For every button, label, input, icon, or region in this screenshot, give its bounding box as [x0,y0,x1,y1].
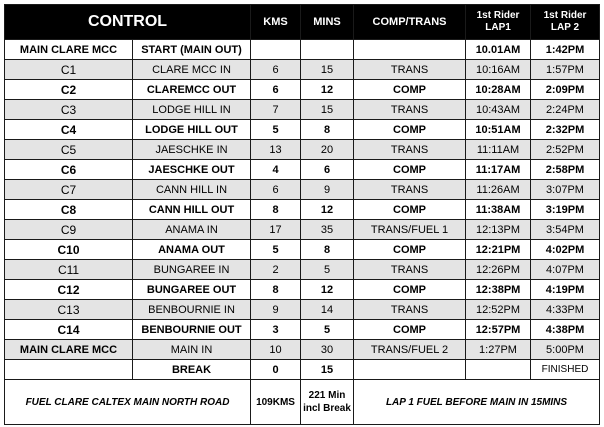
type-cell: TRANS [354,60,466,80]
kms-cell: 6 [251,60,301,80]
lap1-cell: 11:38AM [466,200,531,220]
location-cell: CANN HILL OUT [133,200,251,220]
control-cell: C5 [5,140,133,160]
location-cell: CANN HILL IN [133,180,251,200]
fuel-note: FUEL CLARE CALTEX MAIN NORTH ROAD [5,380,251,425]
mins-cell: 8 [301,240,354,260]
header-mins: MINS [301,5,354,40]
lap2-cell: 4:02PM [531,240,600,260]
type-cell: COMP [354,240,466,260]
schedule-body [5,40,600,425]
mins-cell: 12 [301,80,354,100]
location-cell: LODGE HILL IN [133,100,251,120]
kms-cell: 2 [251,260,301,280]
control-cell: C11 [5,260,133,280]
type-cell [354,360,466,380]
type-cell: COMP [354,120,466,140]
lap2-cell: 1:57PM [531,60,600,80]
header-lap1-line2: LAP1 [485,22,511,33]
mins-cell: 12 [301,280,354,300]
control-cell [5,360,133,380]
lap1-cell: 12:52PM [466,300,531,320]
type-cell: TRANS/FUEL 2 [354,340,466,360]
lap1-cell: 10:28AM [466,80,531,100]
control-cell: C2 [5,80,133,100]
lap2-cell: 4:07PM [531,260,600,280]
lap2-cell: 2:24PM [531,100,600,120]
kms-cell: 5 [251,120,301,140]
total-kms: 109KMS [251,380,301,425]
lap1-cell: 1:27PM [466,340,531,360]
lap2-cell: FINISHED [531,360,600,380]
type-cell: COMP [354,160,466,180]
kms-cell: 9 [251,300,301,320]
kms-cell: 8 [251,280,301,300]
type-cell: TRANS [354,300,466,320]
total-mins-line1: 221 Min [308,390,346,401]
location-cell: LODGE HILL OUT [133,120,251,140]
type-cell: TRANS [354,140,466,160]
header-lap2-line2: LAP 2 [550,22,580,33]
kms-cell: 7 [251,100,301,120]
location-cell: BUNGAREE IN [133,260,251,280]
header-control: CONTROL [5,5,251,40]
lap2-cell: 4:33PM [531,300,600,320]
mins-cell: 5 [301,260,354,280]
kms-cell: 4 [251,160,301,180]
lap2-cell: 4:38PM [531,320,600,340]
type-cell: TRANS/FUEL 1 [354,220,466,240]
control-cell: C12 [5,280,133,300]
location-cell: BUNGAREE OUT [133,280,251,300]
kms-cell: 3 [251,320,301,340]
control-cell: C13 [5,300,133,320]
type-cell: TRANS [354,180,466,200]
control-cell: C8 [5,200,133,220]
lap2-cell: 5:00PM [531,340,600,360]
location-cell: BENBOURNIE OUT [133,320,251,340]
header-comp-trans: COMP/TRANS [354,5,466,40]
location-cell: ANAMA IN [133,220,251,240]
kms-cell: 5 [251,240,301,260]
header-lap1-line1: 1st Rider [476,10,520,21]
lap2-cell: 2:32PM [531,120,600,140]
location-cell: CLAREMCC OUT [133,80,251,100]
header-lap2 [531,5,600,40]
lap2-cell: 2:58PM [531,160,600,180]
type-cell: TRANS [354,260,466,280]
lap1-cell [466,360,531,380]
lap2-cell: 3:19PM [531,200,600,220]
lap1-cell: 11:26AM [466,180,531,200]
type-cell: COMP [354,80,466,100]
kms-cell: 0 [251,360,301,380]
control-cell: C6 [5,160,133,180]
mins-cell: 15 [301,100,354,120]
header-kms: KMS [251,5,301,40]
mins-cell: 12 [301,200,354,220]
lap1-cell: 10:43AM [466,100,531,120]
lap1-cell: 12:13PM [466,220,531,240]
header-row [5,5,600,40]
mins-cell: 5 [301,320,354,340]
lap1-cell: 11:11AM [466,140,531,160]
lap1-cell: 10:16AM [466,60,531,80]
location-cell: ANAMA OUT [133,240,251,260]
lap1-cell: 12:21PM [466,240,531,260]
type-cell: COMP [354,280,466,300]
lap2-cell: 3:07PM [531,180,600,200]
lap1-cell: 10:51AM [466,120,531,140]
lap2-cell: 2:09PM [531,80,600,100]
mins-cell: 30 [301,340,354,360]
location-cell: BENBOURNIE IN [133,300,251,320]
kms-cell: 13 [251,140,301,160]
location-cell: CLARE MCC IN [133,60,251,80]
kms-cell: 6 [251,180,301,200]
lap1-cell: 11:17AM [466,160,531,180]
location-cell: BREAK [133,360,251,380]
kms-cell: 8 [251,200,301,220]
control-cell: C14 [5,320,133,340]
header-lap1 [466,5,531,40]
mins-cell [301,40,354,60]
location-cell: START (MAIN OUT) [133,40,251,60]
mins-cell: 8 [301,120,354,140]
control-cell: C7 [5,180,133,200]
type-cell: TRANS [354,100,466,120]
lap1-cell: 12:38PM [466,280,531,300]
mins-cell: 15 [301,360,354,380]
total-mins [301,380,354,425]
type-cell: COMP [354,320,466,340]
kms-cell [251,40,301,60]
control-cell: C9 [5,220,133,240]
mins-cell: 20 [301,140,354,160]
schedule-table [4,4,600,425]
lap-fuel-note: LAP 1 FUEL BEFORE MAIN IN 15MINS [354,380,600,425]
location-cell: JAESCHKE IN [133,140,251,160]
lap2-cell: 4:19PM [531,280,600,300]
control-cell: MAIN CLARE MCC [5,340,133,360]
control-cell: C10 [5,240,133,260]
mins-cell: 14 [301,300,354,320]
kms-cell: 6 [251,80,301,100]
location-cell: JAESCHKE OUT [133,160,251,180]
mins-cell: 35 [301,220,354,240]
lap2-cell: 2:52PM [531,140,600,160]
control-cell: MAIN CLARE MCC [5,40,133,60]
lap2-cell: 1:42PM [531,40,600,60]
mins-cell: 9 [301,180,354,200]
control-cell: C1 [5,60,133,80]
kms-cell: 17 [251,220,301,240]
lap1-cell: 12:26PM [466,260,531,280]
kms-cell: 10 [251,340,301,360]
location-cell: MAIN IN [133,340,251,360]
type-cell [354,40,466,60]
mins-cell: 15 [301,60,354,80]
header-lap2-line1: 1st Rider [543,10,587,21]
lap1-cell: 10.01AM [466,40,531,60]
lap1-cell: 12:57PM [466,320,531,340]
type-cell: COMP [354,200,466,220]
control-cell: C3 [5,100,133,120]
total-mins-line2: incl Break [303,403,351,414]
control-cell: C4 [5,120,133,140]
lap2-cell: 3:54PM [531,220,600,240]
footer-row [5,380,600,425]
mins-cell: 6 [301,160,354,180]
